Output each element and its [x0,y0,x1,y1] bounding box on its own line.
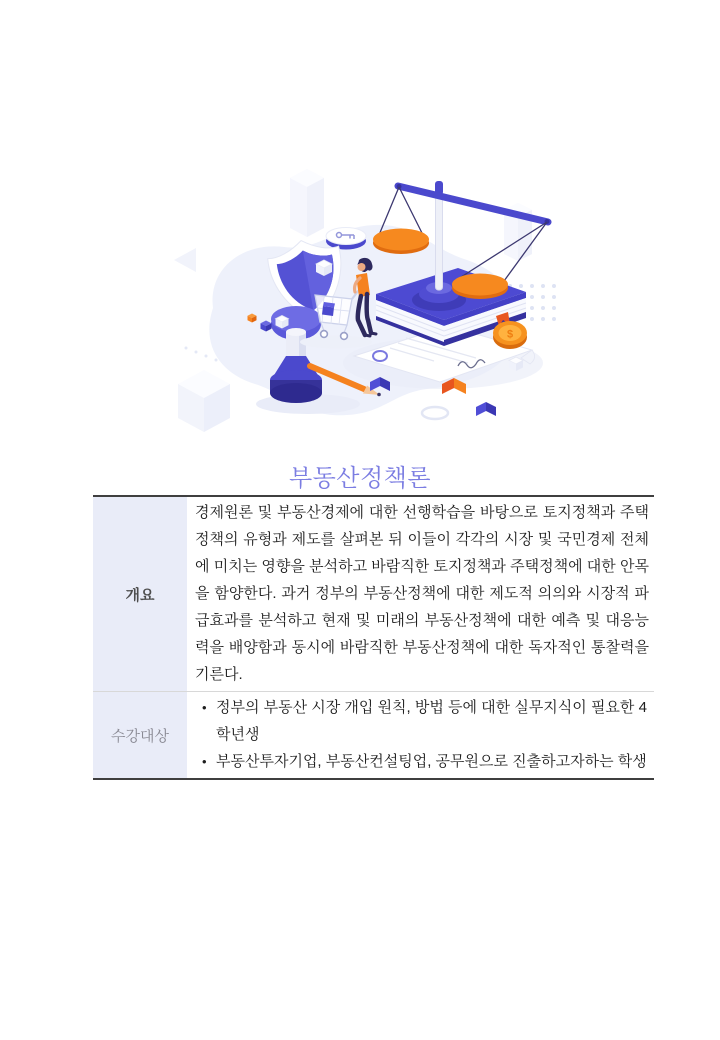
row-content-overview [187,497,654,691]
row-label-target-students: 수강대상 [93,692,187,778]
table-row-target-students [93,691,654,778]
course-illustration [158,148,562,440]
outline-circle [422,407,448,419]
faint-building-icon [290,169,324,237]
list-item: • 부동산투자기업, 부동산컨설팅업, 공무원으로 진출하고자하는 학생 [195,748,649,775]
page-title: 부동산정책론 [288,465,432,493]
table-row-overview [93,497,654,691]
target-students-list [195,694,649,775]
key-disc-icon [326,228,366,250]
dollar-coin-icon [493,321,527,349]
list-item: • 정부의 부동산 시장 개입 원칙, 방법 등에 대한 실무지식이 필요한 4학년생 [195,694,649,748]
course-info-table [93,495,654,780]
row-label-overview: 개요 [93,497,187,691]
dots-trail [185,347,218,362]
overview-paragraph: 경제원론 및 부동산경제에 대한 선행학습을 바탕으로 토지정책과 주택정책의 유형과 제도를 살펴본 뒤 이들이 각각의 시장 및 국민경제 전체에 미치는 영향을 분석하고 바람직한 토지정책과 주택정책에 대한 안목을 함양한다. 과거 정부의 부동산정책에 대한 제도적 의의와 시장적 파급효과를 분석하고 현재 및 미래의 부동산정책에 대한 예측 및 대응능력을 배양함과 동시에 바람직한 부동산정책에 대한 독자적인 통찰력을 기른다. [195,504,649,683]
open-book-indigo-icon [476,402,496,416]
faint-cube-icon [178,370,230,432]
row-content-target-students [187,692,654,778]
faint-triangle [174,248,196,272]
dollar-sign: $ [506,328,514,341]
